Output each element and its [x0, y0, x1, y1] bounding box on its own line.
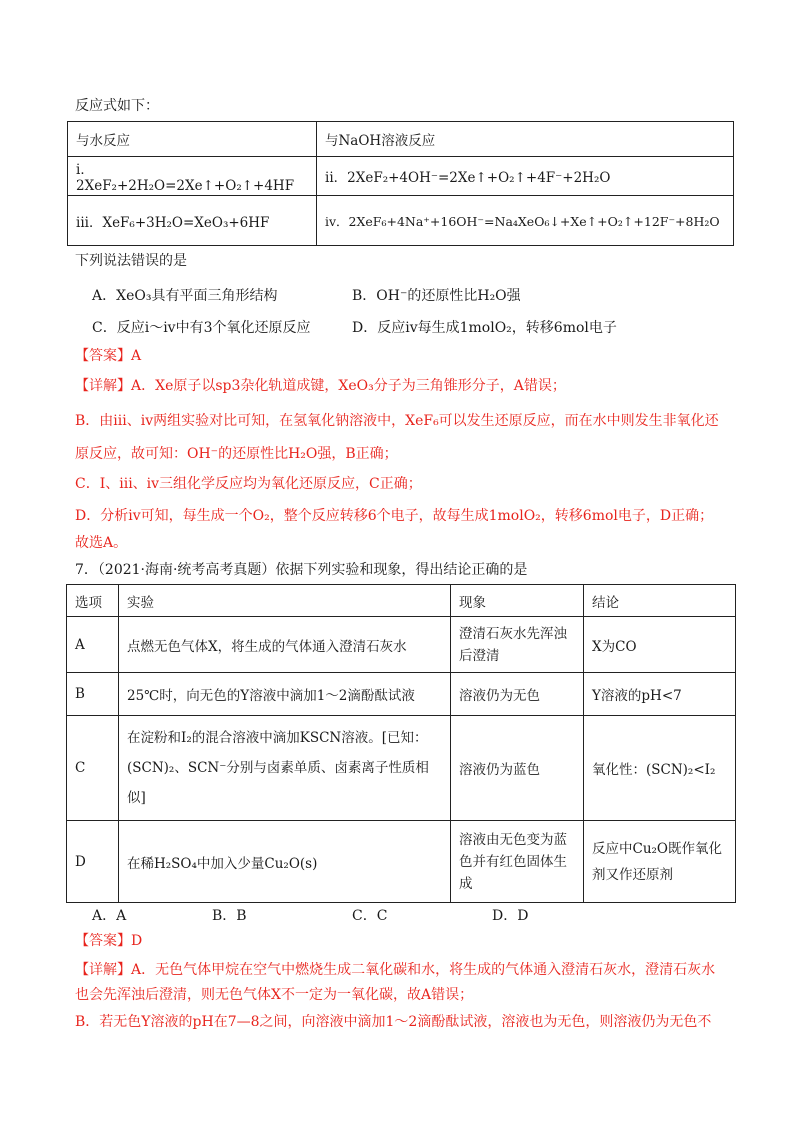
exp-cell: 氧化性：(SCN)₂<I₂ — [584, 716, 736, 821]
q6-detail-line: D．分析iv可知，每生成一个O₂，整个反应转移6个电子，故每生成1molO₂，转移6mol电子，D正确； — [75, 508, 714, 524]
q6-option-b: B．OH⁻的还原性比H₂O强 — [352, 288, 521, 304]
q7-stem: 7．（2021·海南·统考高考真题）依据下列实验和现象，得出结论正确的是 — [75, 562, 528, 578]
reaction-cell: i．2XeF₂+2H₂O=2Xe↑+O₂↑+4HF — [68, 157, 317, 196]
exp-cell: 在稀H₂SO₄中加入少量Cu₂O(s) — [119, 821, 451, 903]
reaction-table — [67, 121, 734, 246]
q6-option-c: C．反应i～iv中有3个氧化还原反应 — [92, 320, 311, 336]
q7-option-a: A．A — [92, 908, 127, 924]
q7-answer: 【答案】D — [75, 933, 143, 949]
experiment-table — [66, 584, 736, 903]
q7-option-d: D．D — [492, 908, 529, 924]
exp-cell: 在淀粉和I₂的混合溶液中滴加KSCN溶液。[已知：(SCN)₂、SCN⁻分别与卤素单质、卤素离子性质相似] — [119, 716, 451, 821]
q6-detail-line: 【详解】A．Xe原子以sp3杂化轨道成键，XeO₃分子为三角锥形分子，A错误； — [75, 378, 566, 394]
exp-cell: 反应中Cu₂O既作氧化剂又作还原剂 — [584, 821, 736, 903]
q7-option-c: C．C — [352, 908, 388, 924]
reaction-cell: iii．XeF₆+3H₂O=XeO₃+6HF — [68, 196, 317, 246]
exp-cell: 25℃时，向无色的Y溶液中滴加1～2滴酚酞试液 — [119, 673, 451, 716]
reaction-cell: ii．2XeF₂+4OH⁻=2Xe↑+O₂↑+4F⁻+2H₂O — [317, 157, 734, 196]
exp-header-option: 选项 — [67, 585, 119, 617]
q6-detail-line: B．由iii、iv两组实验对比可知，在氢氧化钠溶液中，XeF₆可以发生还原反应，而在水中则发生非氧化还 — [75, 413, 719, 429]
exp-cell: B — [67, 673, 119, 716]
q6-option-a: A．XeO₃具有平面三角形结构 — [92, 288, 278, 304]
intro-text: 反应式如下： — [75, 98, 159, 114]
exp-cell: 澄清石灰水先浑浊后澄清 — [451, 617, 584, 673]
q7-detail-line: 【详解】A．无色气体甲烷在空气中燃烧生成二氧化碳和水，将生成的气体通入澄清石灰水，澄清石灰水 — [75, 962, 716, 978]
reaction-header-water: 与水反应 — [68, 122, 317, 157]
q6-detail-line: C．I、iii、iv三组化学反应均为氧化还原反应，C正确； — [75, 476, 422, 492]
exp-cell: X为CO — [584, 617, 736, 673]
q6-option-d: D．反应iv每生成1molO₂，转移6mol电子 — [352, 320, 617, 336]
q6-detail-line: 故选A。 — [75, 535, 128, 551]
q7-detail-line: 也会先浑浊后澄清，则无色气体X不一定为一氧化碳，故A错误； — [75, 987, 474, 1003]
q6-detail-line: 原反应，故可知：OH⁻的还原性比H₂O强，B正确； — [75, 446, 398, 462]
exp-header-conclusion: 结论 — [584, 585, 736, 617]
exp-cell: Y溶液的pH<7 — [584, 673, 736, 716]
reaction-cell: iv．2XeF₆+4Na⁺+16OH⁻=Na₄XeO₆↓+Xe↑+O₂↑+12F⁻+8H₂O — [317, 196, 734, 246]
exp-cell: 溶液由无色变为蓝色并有红色固体生成 — [451, 821, 584, 903]
q6-stem: 下列说法错误的是 — [75, 253, 187, 269]
exp-header-experiment: 实验 — [119, 585, 451, 617]
exp-header-phenomenon: 现象 — [451, 585, 584, 617]
exp-cell: D — [67, 821, 119, 903]
exp-cell: 点燃无色气体X，将生成的气体通入澄清石灰水 — [119, 617, 451, 673]
reaction-header-naoh: 与NaOH溶液反应 — [317, 122, 734, 157]
exp-cell: C — [67, 716, 119, 821]
exp-cell: 溶液仍为无色 — [451, 673, 584, 716]
exp-cell: A — [67, 617, 119, 673]
q6-answer: 【答案】A — [75, 348, 142, 364]
q7-option-b: B．B — [212, 908, 247, 924]
exp-cell: 溶液仍为蓝色 — [451, 716, 584, 821]
q7-detail-line: B．若无色Y溶液的pH在7—8之间，向溶液中滴加1～2滴酚酞试液，溶液也为无色，则溶液仍为无色不 — [75, 1014, 712, 1030]
